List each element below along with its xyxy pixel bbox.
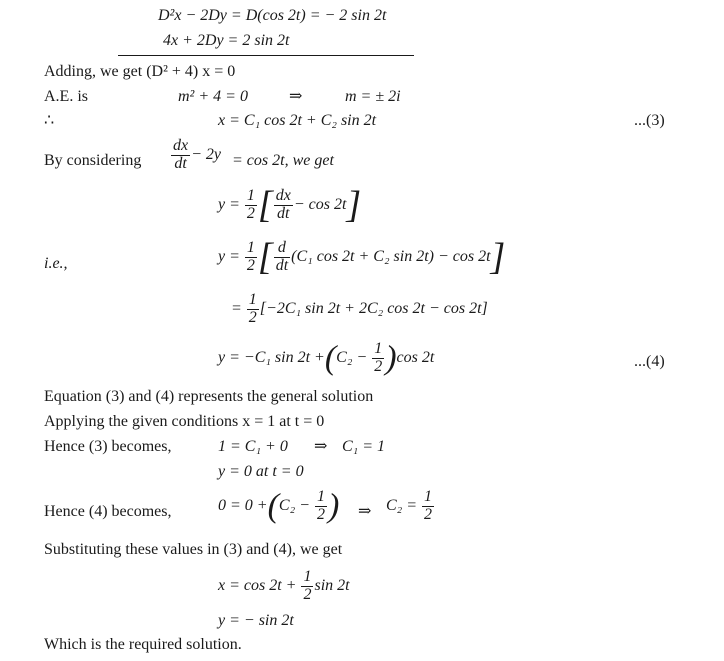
right-paren: ) <box>327 487 340 525</box>
half-fraction: $\frac{1}{2}$ <box>303 568 312 603</box>
conclusion-text: Which is the required solution. <box>44 636 242 653</box>
by-considering-label: By considering <box>44 152 142 169</box>
equation-line-2: 4x + 2Dy = 2 sin 2t <box>163 32 290 49</box>
hence-3-label: Hence (3) becomes, <box>44 438 172 455</box>
hence-4-equation: 0 = 0 +(C₂ − $\frac{1}{2}$ ) <box>218 487 340 525</box>
left-paren: ( <box>324 339 337 377</box>
left-paren: ( <box>267 487 279 525</box>
right-bracket: ] <box>346 184 362 226</box>
implies-symbol: ⇒ <box>314 438 328 455</box>
d-dt-fraction: $\frac{d}{dt}$ <box>275 238 289 274</box>
adding-line: Adding, we get (D² + 4) x = 0 <box>44 63 236 80</box>
x-general-solution: x = C₁ cos 2t + C₂ sin 2t <box>218 112 377 129</box>
y-general-solution: y = −C₁ sin 2t +(C₂ − $\frac{1}{2}$ )cos 2t <box>218 339 435 377</box>
c1-value: C₁ = 1 <box>342 438 386 455</box>
general-solution-text: Equation (3) and (4) represents the general solution <box>44 388 374 405</box>
hence-3-equation: 1 = C₁ + 0 <box>218 438 288 455</box>
y-expression-2: y = $\frac{1}{2}$ [ $\frac{d}{dt}$ (C₁ cos 2t + C₂ sin 2t) − cos 2t] <box>218 236 506 278</box>
substituting-text: Substituting these values in (3) and (4), we get <box>44 541 343 558</box>
implies-symbol: ⇒ <box>358 503 372 520</box>
x-final-solution: x = cos 2t + $\frac{1}{2}$ sin 2t <box>218 568 350 603</box>
half-fraction: $\frac{1}{2}$ <box>316 488 325 523</box>
addition-rule <box>118 55 414 56</box>
ae-equation: m² + 4 = 0 <box>178 88 248 105</box>
dx-dt-fraction: $\frac{dx}{dt}$ <box>173 137 189 172</box>
half-fraction: $\frac{1}{2}$ <box>246 238 255 274</box>
left-bracket: [ <box>257 236 273 278</box>
dx-dt-expression: $\frac{dx}{dt}$ − 2y <box>173 137 222 172</box>
applying-conditions-text: Applying the given conditions x = 1 at t = 0 <box>44 413 325 430</box>
left-bracket: [ <box>257 184 273 226</box>
ae-label: A.E. is <box>44 88 88 105</box>
equation-tag-4: ...(4) <box>634 353 665 370</box>
ae-roots: m = ± 2i <box>345 88 401 105</box>
dx-dt-fraction: $\frac{dx}{dt}$ <box>275 186 291 222</box>
equation-line-1: D²x − 2Dy = D(cos 2t) = − 2 sin 2t <box>158 7 387 24</box>
y-final-solution: y = − sin 2t <box>218 612 294 629</box>
implies-symbol: ⇒ <box>289 88 303 105</box>
y-expression-1: y = $\frac{1}{2}$ [ $\frac{dx}{dt}$ − cos 2t] <box>218 184 362 226</box>
half-fraction: $\frac{1}{2}$ <box>374 340 383 375</box>
expanded-expression: = $\frac{1}{2}$ [−2C₁ sin 2t + 2C₂ cos 2t − cos 2t] <box>231 291 488 326</box>
right-bracket: ] <box>490 236 506 278</box>
c2-value: C₂ = $\frac{1}{2}$ <box>386 488 433 523</box>
therefore-symbol: ∴ <box>44 112 55 129</box>
right-paren: ) <box>385 339 397 377</box>
ie-label: i.e., <box>44 255 68 272</box>
equation-tag-3: ...(3) <box>634 112 665 129</box>
half-fraction: $\frac{1}{2}$ <box>424 488 433 523</box>
y-zero-condition: y = 0 at t = 0 <box>218 463 304 480</box>
hence-4-label: Hence (4) becomes, <box>44 503 172 520</box>
half-fraction: $\frac{1}{2}$ <box>248 291 257 326</box>
half-fraction: $\frac{1}{2}$ <box>246 186 255 222</box>
cos-rhs-text: = cos 2t, we get <box>232 152 334 169</box>
